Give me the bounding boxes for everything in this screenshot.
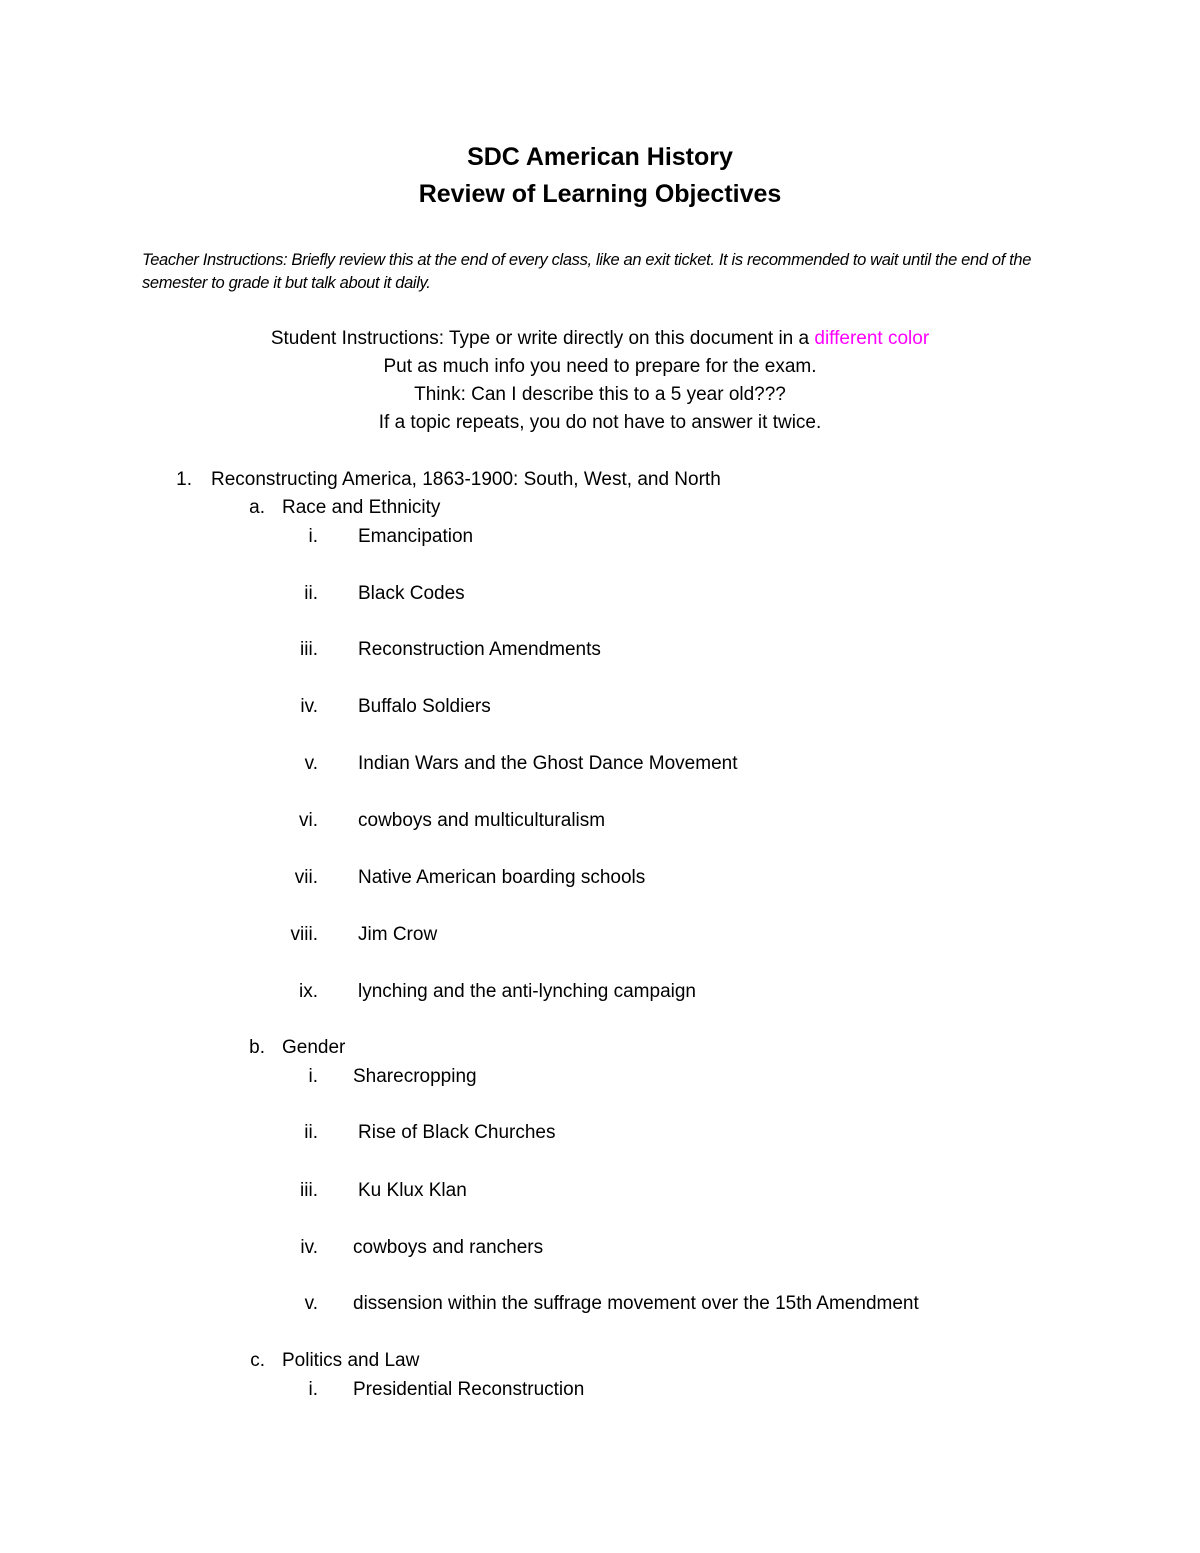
list-item-text: Indian Wars and the Ghost Dance Movement (358, 753, 738, 774)
section-title: Race and Ethnicity (282, 497, 441, 518)
teacher-instructions: Teacher Instructions: Briefly review this at the end of every class, like an exit ticket. It is recommended to wait until the end of the semester to grade it but talk about it daily. (142, 251, 1032, 292)
list-marker: viii. (290, 924, 318, 945)
list-marker: v. (304, 1293, 318, 1314)
list-marker: ii. (304, 583, 318, 604)
list-marker: ii. (304, 1122, 318, 1143)
list-marker: a. (249, 497, 265, 518)
list-item-text: Jim Crow (358, 924, 438, 945)
list-item-text: Black Codes (358, 583, 465, 604)
unit-title: Reconstructing America, 1863-1900: South, West, and North (211, 469, 721, 490)
list-marker: 1. (176, 469, 192, 490)
list-marker: i. (308, 1066, 318, 1087)
document-subtitle: Review of Learning Objectives (418, 180, 782, 208)
list-marker: ix. (299, 981, 318, 1002)
list-item-text: cowboys and ranchers (353, 1237, 544, 1258)
list-marker: iii. (300, 1180, 318, 1201)
list-item-text: Sharecropping (353, 1066, 477, 1087)
section-title: Politics and Law (282, 1350, 420, 1371)
list-marker: i. (308, 526, 318, 547)
list-marker: v. (304, 753, 318, 774)
list-marker: vi. (299, 810, 318, 831)
student-instructions-line-2: Put as much info you need to prepare for the exam. (383, 356, 817, 377)
list-marker: iii. (300, 639, 318, 660)
highlight-text: different color (814, 328, 930, 349)
student-instructions-prefix: Student Instructions: Type or write directly on this document in a (270, 328, 815, 349)
list-item-text: Emancipation (358, 526, 474, 547)
list-item-text: Buffalo Soldiers (358, 696, 491, 717)
student-instructions-line-1 (0, 327, 1200, 351)
list-item-text: Rise of Black Churches (358, 1122, 556, 1143)
list-item-text: Presidential Reconstruction (353, 1379, 585, 1400)
list-item-text: Ku Klux Klan (358, 1180, 467, 1201)
list-item-text: Reconstruction Amendments (358, 639, 601, 660)
list-marker: i. (308, 1379, 318, 1400)
student-instructions-line-3: Think: Can I describe this to a 5 year old??? (414, 384, 786, 405)
list-item-text: lynching and the anti-lynching campaign (358, 981, 696, 1002)
list-item-text: cowboys and multiculturalism (358, 810, 606, 831)
list-marker: iv. (300, 1237, 318, 1258)
student-instructions-line-4: If a topic repeats, you do not have to answer it twice. (378, 412, 822, 433)
list-marker: c. (250, 1350, 265, 1371)
list-marker: b. (249, 1037, 265, 1058)
list-item-text: Native American boarding schools (358, 867, 646, 888)
list-item-text: dissension within the suffrage movement over the 15th Amendment (353, 1293, 919, 1314)
list-marker: iv. (300, 696, 318, 717)
list-marker: vii. (294, 867, 318, 888)
section-title: Gender (282, 1037, 346, 1058)
document-title: SDC American History (467, 143, 733, 171)
